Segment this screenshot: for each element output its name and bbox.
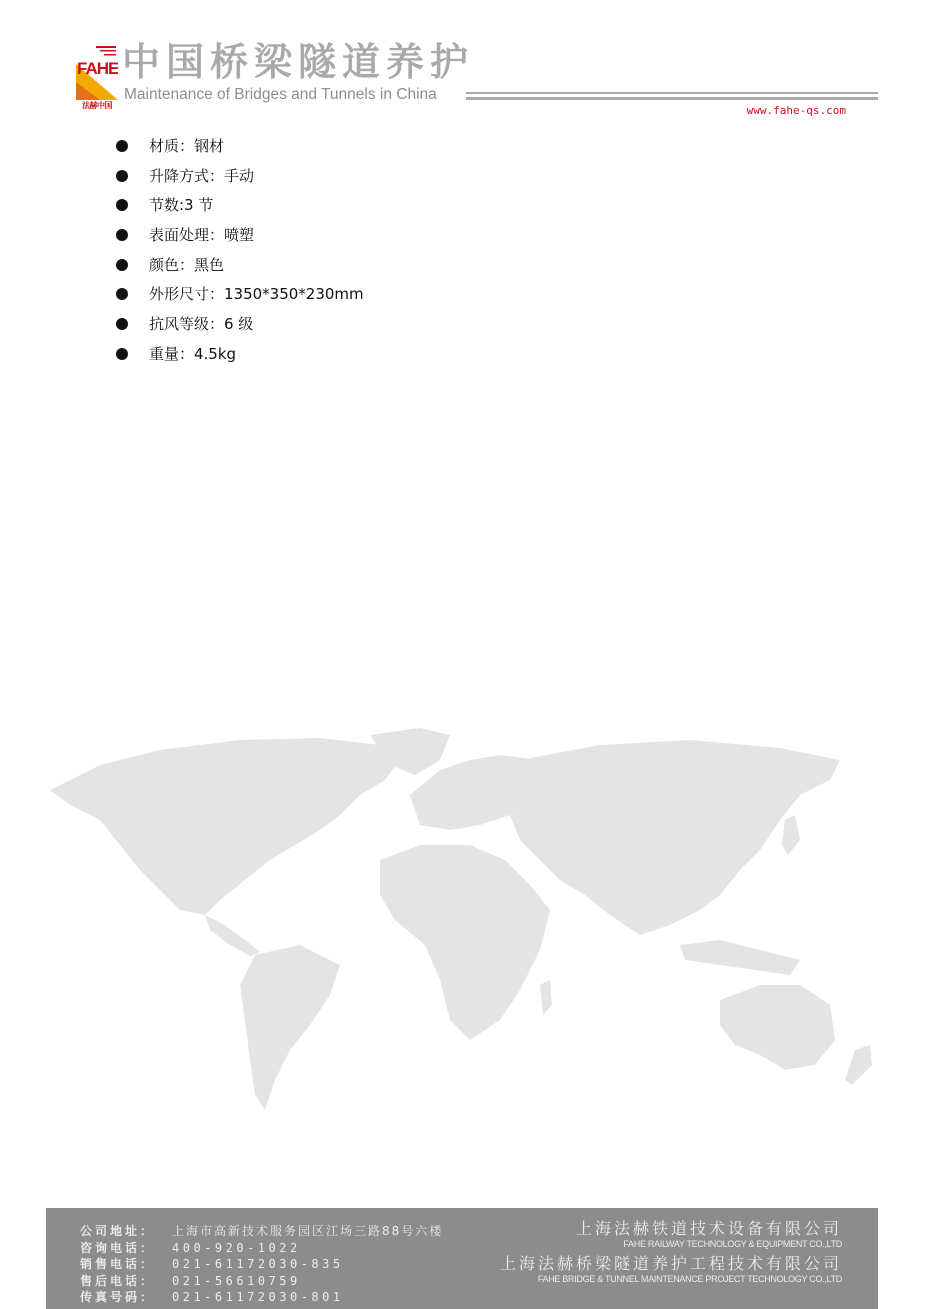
spec-text: 表面处理：喷塑 [149,226,255,245]
header-rule-top [466,92,878,94]
bullet-icon [116,318,128,330]
contact-row-address [80,1223,443,1240]
company1-name-cn: 上海法赫铁道技术设备有限公司 [575,1219,842,1238]
bullet-icon [116,259,128,271]
spec-item-sections [116,193,364,223]
fahe-logo-mark [76,44,118,100]
bullet-icon [116,288,128,300]
contact-value: 021-56610759 [172,1273,301,1288]
bullet-icon [116,140,128,152]
letterhead-footer [46,1208,878,1309]
spec-item-lift-method [116,164,364,194]
contact-row-aftersales [80,1273,443,1290]
logo-caption: 法赫中国 [82,101,112,110]
company-block [500,1219,842,1289]
company2-name-en: FAHE BRIDGE & TUNNEL MAINTENANCE PROJECT TECHNOLOGY CO.,LTD [537,1274,842,1284]
contact-value: 021-61172030-835 [172,1257,344,1271]
header-title-en: Maintenance of Bridges and Tunnels in China [124,86,437,103]
svg-text:FAHE: FAHE [77,59,118,78]
spec-text: 外形尺寸：1350*350*230mm [149,285,364,304]
spec-text: 节数:3 节 [149,196,214,215]
spec-item-weight [116,342,364,372]
world-map-watermark-icon [40,720,890,1120]
spec-text: 升降方式：手动 [149,166,255,185]
bullet-icon [116,199,128,211]
spec-item-color [116,253,364,283]
spec-item-surface [116,223,364,253]
spec-item-dimensions [116,282,364,312]
header-title-cn: 中国桥梁隧道养护 [122,40,475,84]
spec-text: 颜色：黑色 [149,255,225,274]
spec-item-material [116,134,364,164]
spec-text: 重量：4.5kg [149,344,237,363]
header-rule-bottom [466,97,878,100]
contact-label: 销售电话： [80,1257,156,1271]
spec-item-wind-rating [116,312,364,342]
contact-label: 咨询电话： [80,1240,156,1255]
spec-text: 材质：钢材 [149,137,225,155]
contact-label: 公司地址： [80,1224,156,1238]
letterhead-header [76,40,878,124]
spec-text: 抗风等级：6 级 [149,315,254,334]
company1-name-en: FAHE RAILWAY TECHNOLOGY & EQUIPMENT CO.,LTD [623,1239,842,1249]
contact-value: 021-61172030-801 [172,1290,344,1304]
company2-name-cn: 上海法赫桥梁隧道养护工程技术有限公司 [499,1254,842,1273]
contact-row-sales [80,1256,443,1273]
contact-row-fax [80,1289,443,1306]
contact-label: 售后电话： [80,1273,156,1288]
bullet-icon [116,348,128,360]
spec-list [116,134,364,372]
bullet-icon [116,170,128,182]
contact-label: 传真号码： [80,1290,156,1304]
contact-block [80,1223,443,1306]
contact-value: 400-920-1022 [172,1240,301,1255]
website-url: www.fahe-qs.com [746,104,846,117]
contact-value: 上海市高新技术服务园区江场三路88号六楼 [172,1224,444,1238]
bullet-icon [116,229,128,241]
fahe-logo [76,44,118,110]
contact-row-inquiry [80,1240,443,1257]
